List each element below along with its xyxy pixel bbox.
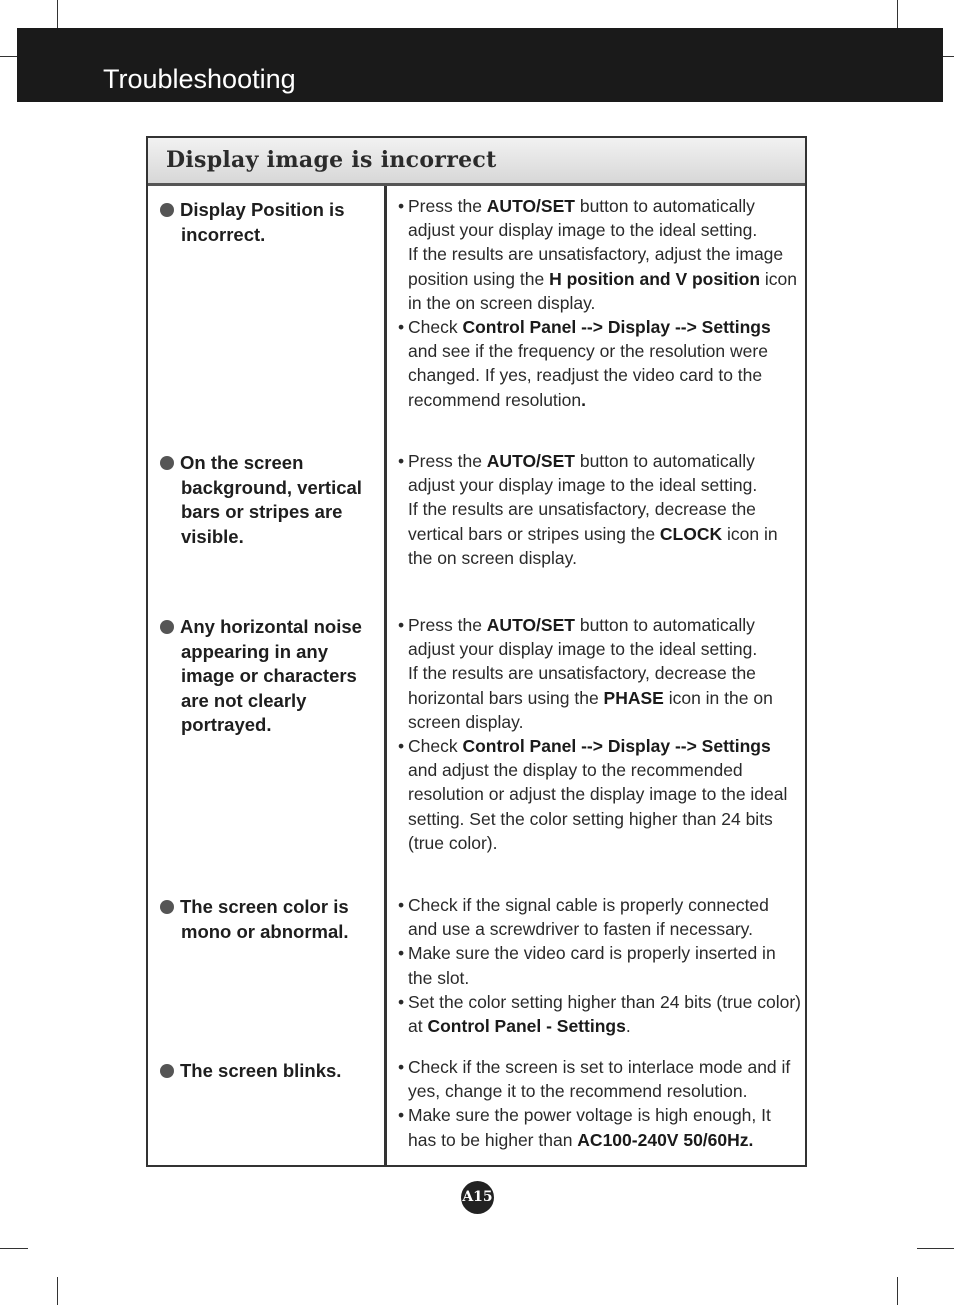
bullet-marker: •	[398, 615, 405, 635]
solution-line	[398, 710, 798, 734]
solution-text: yes, change it to the recommend resolution.	[408, 1081, 748, 1102]
solution-text: adjust your display image to the ideal setting.	[408, 220, 758, 241]
solution-line	[398, 637, 798, 661]
table-header	[148, 138, 805, 186]
solution-emphasis: Control Panel - Settings	[427, 1016, 626, 1037]
solution-line	[398, 661, 798, 685]
problem-line	[160, 664, 370, 689]
crop-mark	[57, 0, 58, 28]
solution-line	[398, 497, 798, 521]
solution-text: the on screen display.	[408, 547, 577, 568]
crop-mark	[897, 0, 898, 28]
problem-cell	[160, 615, 370, 738]
solution-text: Check if the signal cable is properly connected	[408, 895, 769, 915]
solution-line	[398, 218, 798, 242]
bullet-marker: •	[398, 196, 405, 216]
solution-text: adjust your display image to the ideal setting.	[408, 475, 758, 496]
page-number-badge: A15	[461, 1181, 494, 1214]
problem-text: The screen blinks.	[180, 1060, 342, 1081]
solution-cell	[398, 1055, 798, 1152]
solution-cell	[398, 893, 801, 1038]
problem-line	[160, 451, 370, 476]
problem-line	[160, 476, 370, 501]
page-title: Troubleshooting	[103, 64, 296, 94]
solution-emphasis: AUTO/SET	[486, 196, 575, 216]
solution-text: .	[625, 1016, 631, 1037]
solution-text: and use a screwdriver to fasten if necessary.	[408, 919, 753, 940]
column-divider	[384, 186, 387, 1167]
solution-text: If the results are unsatisfactory, decrease the	[408, 663, 756, 684]
solution-text: icon in the on	[663, 687, 773, 708]
solution-line	[398, 1128, 798, 1152]
solution-emphasis: AUTO/SET	[486, 615, 575, 635]
problem-text: portrayed.	[181, 714, 272, 735]
solution-text: in the on screen display.	[408, 292, 596, 313]
solution-text: button to automatically	[574, 196, 755, 216]
problem-text: incorrect.	[181, 223, 266, 245]
solution-cell	[398, 613, 798, 855]
solution-text: changed. If yes, readjust the video card to the	[408, 365, 763, 386]
problem-line	[160, 198, 370, 223]
problem-text: mono or abnormal.	[181, 920, 349, 942]
solution-text: and adjust the display to the recommended	[408, 760, 743, 781]
solution-text: adjust your display image to the ideal setting.	[408, 639, 758, 660]
solution-text: Make sure the video card is properly inserted in	[408, 943, 776, 964]
solution-text: Set the color setting higher than 24 bits (true color)	[408, 991, 801, 1012]
solution-text: the slot.	[408, 967, 470, 988]
bullet-marker: •	[398, 451, 405, 471]
problem-text: Any horizontal noise	[180, 616, 362, 637]
solution-line	[398, 807, 798, 831]
solution-line	[398, 782, 798, 806]
problem-text: visible.	[181, 525, 244, 547]
solution-text: setting. Set the color setting higher than 24 bits	[408, 808, 773, 829]
section-title: Display image is incorrect	[166, 147, 497, 173]
problem-line	[160, 525, 370, 550]
solution-line	[398, 522, 798, 546]
solution-emphasis: Control Panel --> Display --> Settings	[462, 736, 771, 757]
solution-line	[398, 315, 798, 339]
bullet-marker: •	[398, 317, 405, 338]
solution-emphasis: CLOCK	[659, 523, 723, 544]
solution-line	[398, 734, 798, 758]
solution-text: button to automatically	[574, 451, 755, 471]
solution-line	[398, 1014, 798, 1038]
solution-line	[398, 449, 798, 473]
solution-line	[398, 941, 798, 965]
crop-mark	[57, 1277, 58, 1305]
bullet-dot-icon	[160, 1064, 174, 1078]
bullet-dot-icon	[160, 203, 174, 217]
problem-line	[160, 713, 370, 738]
problem-line	[160, 1059, 370, 1084]
problem-text: are not clearly	[181, 689, 307, 711]
solution-text: and see if the frequency or the resolution were	[408, 341, 768, 362]
solution-line	[398, 990, 801, 1014]
solution-text: button to automatically	[574, 615, 755, 635]
solution-emphasis: PHASE	[603, 687, 664, 708]
problem-text: image or characters	[181, 665, 357, 686]
bullet-marker: •	[398, 895, 405, 915]
bullet-marker: •	[398, 991, 405, 1012]
solution-line	[398, 893, 798, 917]
bullet-dot-icon	[160, 620, 174, 634]
solution-text: Press the	[408, 615, 487, 635]
bullet-marker: •	[398, 736, 405, 757]
solution-text: position using the	[408, 268, 550, 289]
problem-line	[160, 500, 370, 525]
solution-line	[398, 194, 798, 218]
problem-line	[160, 223, 370, 248]
problem-line	[160, 895, 370, 920]
solution-emphasis: .	[581, 389, 587, 410]
solution-emphasis: AUTO/SET	[486, 451, 575, 471]
solution-text: If the results are unsatisfactory, decrease the	[408, 499, 756, 520]
solution-line	[398, 291, 798, 315]
solution-text: horizontal bars using the	[408, 687, 604, 708]
solution-text: at	[408, 1016, 428, 1037]
solution-line	[398, 1055, 798, 1079]
solution-line	[398, 1079, 798, 1103]
solution-text: Check	[408, 317, 463, 338]
solution-line	[398, 613, 798, 637]
solution-line	[398, 831, 798, 855]
solution-line	[398, 1103, 798, 1127]
bullet-marker: •	[398, 1105, 405, 1126]
problem-line	[160, 920, 370, 945]
solution-line	[398, 388, 798, 412]
crop-mark	[0, 56, 17, 57]
solution-text: Press the	[408, 196, 487, 216]
problem-cell	[160, 198, 370, 247]
solution-text: has to be higher than	[408, 1129, 578, 1150]
solution-cell	[398, 449, 798, 570]
solution-text: icon in	[722, 523, 778, 544]
solution-text: Make sure the power voltage is high enough, It	[408, 1105, 771, 1126]
problem-text: background, vertical	[181, 476, 362, 498]
solution-line	[398, 917, 798, 941]
problem-text: bars or stripes are	[181, 501, 343, 522]
solution-text: (true color).	[408, 832, 498, 853]
solution-text: recommend resolution	[408, 389, 582, 410]
solution-text: Check	[408, 736, 463, 757]
problem-text: Display Position is	[180, 199, 345, 220]
solution-line	[398, 267, 798, 291]
solution-text: icon	[760, 268, 798, 289]
crop-mark	[917, 1248, 954, 1249]
bullet-marker: •	[398, 943, 405, 964]
problem-cell	[160, 895, 370, 944]
solution-cell	[398, 194, 798, 412]
solution-emphasis: Control Panel --> Display --> Settings	[462, 317, 771, 338]
problem-cell	[160, 1059, 370, 1084]
solution-text: vertical bars or stripes using the	[408, 523, 660, 544]
solution-line	[398, 546, 798, 570]
crop-mark	[897, 1277, 898, 1305]
solution-text: Press the	[408, 451, 487, 471]
bullet-dot-icon	[160, 456, 174, 470]
solution-line	[398, 686, 798, 710]
bullet-marker: •	[398, 1057, 405, 1077]
solution-line	[398, 363, 798, 387]
problem-text: appearing in any	[181, 640, 329, 662]
problem-cell	[160, 451, 370, 549]
solution-text: screen display.	[408, 711, 524, 732]
problem-text: The screen color is	[180, 896, 349, 917]
bullet-dot-icon	[160, 900, 174, 914]
problem-text: On the screen	[180, 452, 304, 473]
problem-line	[160, 689, 370, 714]
crop-mark	[0, 1248, 28, 1249]
header-bar	[17, 28, 943, 102]
problem-line	[160, 615, 370, 640]
problem-line	[160, 640, 370, 665]
solution-line	[398, 473, 798, 497]
solution-line	[398, 339, 798, 363]
troubleshooting-table	[146, 136, 807, 1167]
solution-line	[398, 966, 798, 990]
solution-text: Check if the screen is set to interlace mode and if	[408, 1057, 791, 1077]
solution-emphasis: H position and V position	[549, 268, 761, 289]
solution-line	[398, 242, 798, 266]
solution-text: If the results are unsatisfactory, adjust the image	[408, 244, 784, 265]
solution-text: resolution or adjust the display image to the ideal	[408, 784, 788, 805]
solution-emphasis: AC100-240V 50/60Hz.	[577, 1129, 754, 1150]
solution-line	[398, 758, 798, 782]
